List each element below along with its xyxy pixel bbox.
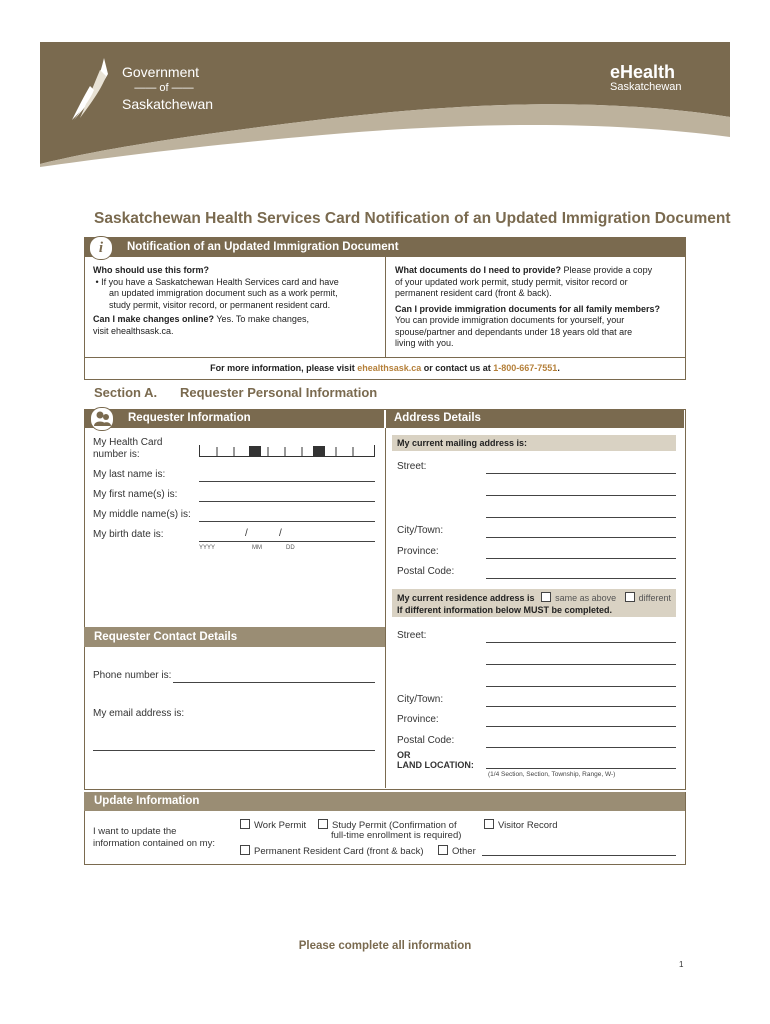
study-permit-note: full-time enrollment is required) [331,830,462,841]
hsc-label-1: My Health Card [93,437,163,448]
who-question: Who should use this form? [93,265,209,275]
info-header [85,238,685,257]
requester-heading: Requester Information [128,412,251,424]
visitor-record-option[interactable]: Visitor Record [484,819,558,831]
res-city-input[interactable] [486,706,676,707]
res-street-input-2[interactable] [486,664,676,665]
update-header [84,792,685,811]
ehealth-line2: Saskatchewan [610,81,682,93]
yyyy-hint: YYYY [199,545,216,551]
contact-heading: Requester Contact Details [94,631,238,643]
first-name-label: My first name(s) is: [93,489,178,500]
contact-header [84,627,385,647]
ehealth-line1: eHealth [610,62,676,82]
docs-line3: permanent resident card (front & back). [395,288,552,298]
land-location-input[interactable] [486,768,676,769]
residence-label: My current residence address is [397,593,535,603]
visitor-record-checkbox[interactable] [484,819,494,829]
gov-line3: Saskatchewan [122,96,214,112]
more-info: For more information, please visit ehealthsask.ca or contact us at 1-800-667-7551. [210,363,560,373]
mailing-label: My current mailing address is: [397,438,528,448]
same-label: same as above [555,593,617,603]
birth-slash-2: / [279,528,282,539]
person-icon [90,407,114,431]
mm-hint: MM [252,545,262,551]
section-title: Requester Personal Information [180,385,378,400]
same-checkbox[interactable] [541,592,551,602]
other-input[interactable] [482,855,676,856]
street-label: Street: [397,461,427,472]
pr-card-checkbox[interactable] [240,845,250,855]
work-permit-option[interactable]: Work Permit [240,819,306,831]
street-input-1[interactable] [486,473,676,474]
info-box [84,237,686,380]
land-hint: (1/4 Section, Section, Township, Range, W-) [488,771,616,778]
phone-label: Phone number is: [93,670,172,681]
complete-note: Please complete all information [298,940,472,952]
family-line2: spouse/partner and dependants under 18 years old that are [395,326,633,337]
gov-line1: Government [122,64,200,80]
res-postal-input[interactable] [486,747,676,748]
email-label: My email address is: [93,708,185,719]
res-street-input-1[interactable] [486,642,676,643]
first-name-input[interactable] [199,501,375,502]
info-icon: i [89,236,113,260]
residence-line [397,592,671,603]
changes-line: Can I make changes online? Yes. To make changes, [93,314,309,324]
section-label: Section A. [94,385,158,400]
docs-line: What documents do I need to provide? Please provide a copy [395,265,653,275]
mailing-band [392,435,676,451]
info-divider [385,257,386,357]
middle-name-label: My middle name(s) is: [93,509,191,520]
dd-hint: DD [286,545,295,551]
website-link[interactable]: ehealthsask.ca [357,363,422,373]
changes-line2: visit ehealthsask.ca. [93,325,174,336]
last-name-label: My last name is: [93,469,166,480]
requester-header [84,409,384,428]
city-input[interactable] [486,537,676,538]
land-location-label: LAND LOCATION: [397,760,474,770]
study-permit-checkbox[interactable] [318,819,328,829]
street-input-2[interactable] [486,495,676,496]
ehealth-logo [610,62,682,93]
page-number: 1 [679,960,684,969]
res-street-input-3[interactable] [486,686,676,687]
or-label: OR [397,750,411,760]
birth-date-input[interactable] [199,541,375,542]
different-checkbox[interactable] [625,592,635,602]
phone-input[interactable] [173,682,375,683]
address-header [386,409,684,428]
last-name-input[interactable] [199,481,375,482]
postal-input[interactable] [486,578,676,579]
update-heading: Update Information [94,795,200,807]
wheat-icon [70,56,122,122]
health-card-input[interactable] [199,444,375,456]
province-input[interactable] [486,558,676,559]
province-label: Province: [397,546,439,557]
hsc-label-2: number is: [93,449,140,460]
email-input[interactable] [93,750,375,751]
street-input-3[interactable] [486,517,676,518]
work-permit-checkbox[interactable] [240,819,250,829]
study-permit-option[interactable]: Study Permit (Confirmation of [318,819,457,831]
res-province-label: Province: [397,714,439,725]
phone-link[interactable]: 1-800-667-7551 [493,363,558,373]
docs-line2: of your updated work permit, study permit, visitor record or [395,276,628,287]
different-label: different [638,593,671,603]
want-label-1: I want to update the [93,826,177,837]
postal-label: Postal Code: [397,566,455,577]
res-province-input[interactable] [486,726,676,727]
family-line3: living with you. [395,338,454,348]
who-bullet-1: • If you have a Saskatchewan Health Services card and have [93,276,339,287]
other-checkbox[interactable] [438,845,448,855]
form-divider [385,428,386,788]
birth-slash-1: / [245,528,248,539]
gov-line2: —— of —— [134,82,194,94]
res-street-label: Street: [397,630,427,641]
want-label-2: information contained on my: [93,838,215,849]
info-heading: Notification of an Updated Immigration Document [127,241,399,253]
who-bullet-3: study permit, visitor record, or permanent resident card. [109,299,331,310]
page-title: Saskatchewan Health Services Card Notification of an Updated Immigration Document [94,210,731,227]
birth-date-label: My birth date is: [93,529,164,540]
family-line1: You can provide immigration documents for yourself, your [395,315,625,325]
gov-sask-logo [70,56,220,126]
pr-card-option[interactable]: Permanent Resident Card (front & back) [240,845,424,857]
city-label: City/Town: [397,525,444,536]
address-heading: Address Details [394,412,481,424]
res-postal-label: Postal Code: [397,735,455,746]
other-option[interactable]: Other [438,845,476,857]
residence-band [392,589,676,617]
res-city-label: City/Town: [397,694,444,705]
family-question: Can I provide immigration documents for all family members? [395,303,661,314]
must-complete: If different information below MUST be completed. [397,605,613,615]
middle-name-input[interactable] [199,521,375,522]
who-bullet-2: an updated immigration document such as a work permit, [109,288,338,298]
